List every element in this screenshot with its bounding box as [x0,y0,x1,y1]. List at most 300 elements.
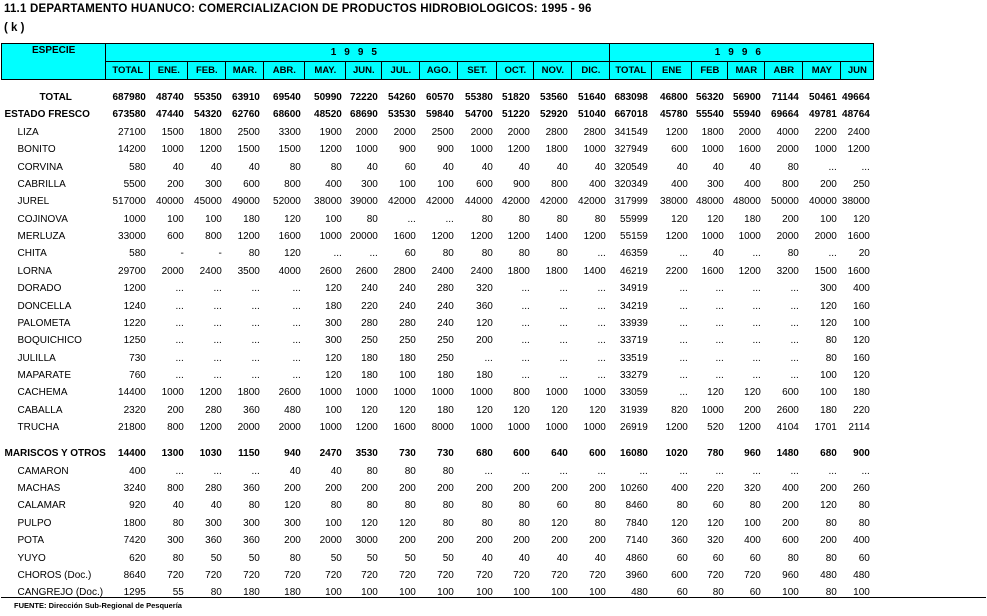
table-cell: 320 [476,283,493,295]
table-cell: 49000 [232,196,260,208]
table-cell: 80 [825,587,837,599]
table-cell: 100 [167,213,184,225]
table-cell: 900 [437,144,454,156]
table-cell: 200 [167,178,184,190]
table-cell: 40 [289,465,301,477]
table-cell: 80 [404,465,416,477]
table-cell: 55999 [620,213,648,225]
table-cell: 16080 [620,448,648,460]
table-cell: 1000 [545,422,568,434]
table-cell: ... [175,352,184,364]
table-cell: 730 [437,448,454,460]
table-cell: 120 [853,335,870,347]
table-cell: ... [752,370,761,381]
table-cell: 300 [284,517,301,529]
table-cell: 2600 [278,387,301,399]
table-cell: 1000 [470,387,493,399]
row-label: BOQUICHICO [17,335,82,347]
table-row [2,332,874,349]
table-row [2,298,874,315]
row-label: LIZA [17,126,39,138]
table-cell: 120 [325,352,342,364]
table-cell: 2000 [278,422,301,434]
table-cell: 320349 [614,178,648,190]
table-cell: 52920 [540,109,568,121]
table-row [2,176,874,193]
table-cell: 1200 [470,231,493,242]
table-cell: 280 [399,317,416,329]
table-cell: 300 [325,317,342,329]
table-cell: 720 [205,569,222,581]
table-cell: 21800 [118,422,146,434]
table-cell: 62760 [232,109,260,121]
table-cell: 180 [437,404,454,416]
table-cell: 56900 [733,92,761,103]
table-cell: 400 [671,483,688,495]
table-cell: 400 [325,178,342,190]
table-cell: 1800 [507,265,530,277]
table-cell: 280 [361,317,378,329]
table-cell: 1600 [393,422,416,434]
table-cell: 683098 [614,92,648,103]
table-cell: 240 [361,283,378,295]
table-cell: ... [559,335,568,347]
table-cell: 2000 [237,422,260,434]
table-cell: 80 [712,587,724,599]
table-cell: 480 [820,569,837,581]
table-cell: 1000 [814,144,837,156]
table-cell: 920 [129,500,146,512]
table-cell: ... [679,335,688,347]
table-cell: 2000 [507,126,530,138]
table-cell: 400 [744,535,761,547]
table-cell: 120 [551,404,568,416]
table-cell: ... [597,465,606,477]
row-label: YUYO [17,552,46,564]
table-cell: 720 [284,569,301,581]
table-cell: 1480 [776,448,799,460]
table-cell: ... [292,352,301,364]
table-cell: 800 [551,178,568,190]
header-1995-col: MAY. [305,62,346,80]
header-spacer [2,80,874,90]
table-cell: 220 [853,404,870,416]
table-cell: 80 [858,500,870,512]
table-cell: 360 [243,535,260,547]
table-cell: 600 [671,144,688,156]
table-cell: ... [597,335,606,347]
table-cell: 63910 [232,92,260,103]
table-cell: 600 [476,178,493,190]
table-cell: 50 [210,552,222,564]
table-cell: ... [715,352,724,364]
table-cell: 40 [518,161,530,173]
table-cell: - [180,248,184,260]
table-cell: 80 [749,500,761,512]
row-label: MACHAS [17,483,61,495]
table-cell: 200 [820,483,837,495]
table-cell: 14400 [118,387,146,399]
table-cell: 120 [671,517,688,529]
table-cell: 120 [399,517,416,529]
table-cell: 1000 [583,387,606,399]
table-cell: 240 [399,283,416,295]
header-1995-col: TOTAL [106,62,150,80]
table-cell: 200 [782,213,799,225]
table-cell: 56320 [696,92,724,103]
table-cell: 80 [330,161,342,173]
table-cell: 60 [676,587,688,599]
table-cell: ... [639,465,648,477]
table-cell: 300 [820,283,837,295]
table-cell: ... [251,352,260,364]
table-cell: 180 [476,370,493,381]
table-cell: ... [790,283,799,295]
table-cell: ... [715,370,724,381]
table-cell: 51040 [578,109,606,121]
table-cell: 120 [361,404,378,416]
table-cell: 49781 [809,109,837,121]
table-cell: 300 [361,178,378,190]
table-cell: 200 [437,535,454,547]
table-cell: 40 [749,161,761,173]
table-cell: 60 [712,552,724,564]
table-cell: 34219 [620,300,648,312]
table-cell: 8000 [431,422,454,434]
table-cell: 720 [325,569,342,581]
row-label: CACHEMA [17,387,68,399]
table-cell: 800 [284,178,301,190]
header-row-years [2,44,874,62]
table-cell: ... [484,465,493,477]
table-cell: 80 [330,500,342,512]
table-cell: 1000 [161,387,184,399]
table-cell: 33939 [620,317,648,329]
header-1995-col: JUN. [346,62,382,80]
table-cell: 400 [589,178,606,190]
table-cell: 40 [556,161,568,173]
table-cell: ... [213,335,222,347]
table-cell: ... [679,317,688,329]
table-cell: 1400 [583,265,606,277]
table-cell: ... [559,352,568,364]
table-cell: 69664 [771,109,799,121]
table-cell: 220 [707,483,724,495]
table-cell: 360 [205,535,222,547]
table-cell: 100 [589,587,606,599]
table-cell: 1250 [123,335,146,347]
table-cell: 180 [325,300,342,312]
table-cell: ... [251,283,260,295]
table-cell: 260 [853,483,870,495]
table-cell: 1000 [319,231,342,242]
table-cell: 120 [476,317,493,329]
table-cell: 1200 [199,387,222,399]
table-cell: 300 [325,335,342,347]
table-cell: ... [559,283,568,295]
table-cell: 120 [361,517,378,529]
table-cell: 1000 [583,422,606,434]
table-cell: ... [175,283,184,295]
table-cell: 2000 [470,126,493,138]
table-cell: 8640 [123,569,146,581]
table-cell: 40 [712,248,724,260]
table-cell: 120 [284,248,301,260]
row-label: TOTAL [39,92,72,103]
table-cell: 40 [210,500,222,512]
table-cell: 42000 [502,196,530,208]
table-cell: 280 [205,404,222,416]
table-cell: 42000 [388,196,416,208]
table-row [2,419,874,436]
table-cell: 51220 [502,109,530,121]
table-cell: 1600 [738,144,761,156]
row-label: JUREL [17,196,50,208]
table-cell: 120 [325,283,342,295]
row-label: CAMARON [17,465,69,477]
table-cell: 720 [513,569,530,581]
row-label: CABALLA [17,404,63,416]
table-cell: 40 [594,552,606,564]
table-cell: 250 [361,335,378,347]
table-cell: ... [521,283,530,295]
table-cell: 200 [399,483,416,495]
table-cell: 120 [820,300,837,312]
table-cell: 80 [172,517,184,529]
table-cell: 40 [518,552,530,564]
row-label: JULILLA [17,352,56,364]
table-cell: 48740 [156,92,184,103]
table-cell: 1300 [161,448,184,460]
table-cell: ... [175,335,184,347]
table-cell: ... [715,283,724,295]
table-cell: 68600 [273,109,301,121]
table-cell: 3200 [776,265,799,277]
table-cell: 1200 [199,144,222,156]
table-cell: 1000 [319,422,342,434]
table-cell: 2800 [393,265,416,277]
table-cell: 40000 [809,196,837,208]
table-cell: 200 [399,535,416,547]
table-cell: 580 [129,248,146,260]
table-cell: 200 [513,483,530,495]
table-cell: 960 [782,569,799,581]
table-cell: ... [752,352,761,364]
table-cell: 600 [671,569,688,581]
table-row [2,463,874,480]
table-cell: 4000 [278,265,301,277]
table-cell: 80 [248,248,260,260]
table-cell: ... [559,370,568,381]
table-cell: 900 [513,178,530,190]
table-cell: 100 [820,370,837,381]
table-cell: 480 [631,587,648,599]
table-cell: 673580 [112,109,146,121]
table-cell: 600 [589,448,606,460]
table-cell: ... [521,317,530,329]
table-cell: 80 [442,500,454,512]
table-cell: 40 [172,161,184,173]
table-cell: 520 [707,422,724,434]
row-label: CABRILLA [17,178,66,190]
table-cell: 400 [782,483,799,495]
row-label: PALOMETA [17,317,71,329]
table-cell: 240 [437,300,454,312]
table-cell: 2200 [665,265,688,277]
table-cell: 667018 [614,109,648,121]
table-cell: ... [597,248,606,260]
table-cell: 200 [589,535,606,547]
table-cell: ... [213,300,222,312]
table-cell: 50000 [771,196,799,208]
table-cell: 80 [518,500,530,512]
table-cell: 250 [399,335,416,347]
table-cell: 7420 [123,535,146,547]
table-cell: 50 [330,552,342,564]
table-cell: 1240 [123,300,146,312]
table-cell: 1000 [701,404,724,416]
header-1995-col: AGO. [420,62,458,80]
header-1996-col: TOTAL [610,62,652,80]
table-cell: 80 [442,465,454,477]
table-cell: 2600 [355,265,378,277]
table-cell: 640 [551,448,568,460]
table-cell: 40 [248,161,260,173]
table-cell: 80 [787,248,799,260]
table-cell: ... [715,335,724,347]
table-cell: 100 [399,370,416,381]
table-cell: 100 [820,387,837,399]
table-cell: 1800 [545,265,568,277]
table-cell: 480 [853,569,870,581]
table-row [2,106,874,123]
table-cell: ... [861,161,870,173]
table-cell: 1800 [701,126,724,138]
table-cell: 71144 [771,92,799,103]
table-cell: 1800 [545,144,568,156]
table-cell: 1000 [319,387,342,399]
table-cell: 100 [325,213,342,225]
table-cell: 200 [284,483,301,495]
table-cell: 320549 [614,161,648,173]
table-cell: 60 [749,552,761,564]
row-label: MERLUZA [17,231,66,242]
table-cell: 687980 [112,92,146,103]
table-row [2,141,874,158]
table-cell: 60 [712,500,724,512]
header-1995-col: OCT. [497,62,534,80]
table-cell: 80 [858,517,870,529]
table-cell: 200 [782,500,799,512]
table-cell: 400 [744,178,761,190]
table-row [2,245,874,262]
table-cell: 54320 [194,109,222,121]
row-label: CANGREJO (Doc.) [17,587,104,599]
table-cell: 800 [513,387,530,399]
table-cell: 80 [518,213,530,225]
table-cell: 4860 [625,552,648,564]
table-cell: 1500 [814,265,837,277]
table-cell: ... [790,300,799,312]
table-cell: 80 [481,500,493,512]
table-cell: 120 [707,213,724,225]
table-cell: 40 [712,161,724,173]
header-1996-col: MAY [803,62,841,80]
table-cell: 1701 [814,422,837,434]
header-1995-col: DIC. [572,62,610,80]
table-cell: 38000 [842,196,870,208]
table-cell: 800 [205,231,222,242]
header-1995-col: ABR. [264,62,305,80]
table-cell: 1200 [319,144,342,156]
table-cell: 1200 [665,126,688,138]
table-row [2,480,874,497]
table-cell: 120 [513,404,530,416]
table-cell: 51640 [578,92,606,103]
row-label: DORADO [17,283,62,295]
table-cell: 200 [782,517,799,529]
table-cell: 2320 [123,404,146,416]
table-cell: 50 [442,552,454,564]
table-cell: 760 [129,370,146,381]
table-cell: 2000 [776,231,799,242]
table-cell: ... [213,283,222,295]
table-cell: 120 [476,404,493,416]
table-cell: 180 [853,387,870,399]
table-cell: 600 [782,535,799,547]
table-cell: 40 [676,161,688,173]
table-cell: 2800 [545,126,568,138]
table-cell: 2000 [814,231,837,242]
table-cell: 320 [744,483,761,495]
table-cell: ... [715,317,724,329]
row-label: MARISCOS Y OTROS [4,448,106,460]
table-cell: 3960 [625,569,648,581]
table-cell: 50 [404,552,416,564]
table-cell: 80 [787,161,799,173]
footer-divider [1,597,986,598]
table-cell: 47440 [156,109,184,121]
table-cell: 100 [782,587,799,599]
table-cell: 10260 [620,483,648,495]
table-cell: 2400 [199,265,222,277]
table-cell: ... [333,248,342,260]
table-cell: 27100 [118,126,146,138]
table-cell: 45780 [660,109,688,121]
table-cell: 100 [437,178,454,190]
table-cell: 80 [594,500,606,512]
table-cell: 120 [551,517,568,529]
table-cell: 200 [551,483,568,495]
header-row-months [2,62,874,80]
table-cell: 53560 [540,92,568,103]
table-cell: 360 [243,483,260,495]
table-cell: 180 [284,587,301,599]
table-cell: ... [292,370,301,381]
header-1995-col: MAR. [226,62,264,80]
table-cell: 120 [589,404,606,416]
table-cell: 46800 [660,92,688,103]
table-cell: ... [752,465,761,477]
table-cell: 34919 [620,283,648,295]
table-cell: 40 [366,161,378,173]
table-cell: 200 [820,535,837,547]
table-cell: ... [828,465,837,477]
table-cell: ... [597,370,606,381]
table-cell: 1200 [507,144,530,156]
table-cell: 280 [437,283,454,295]
table-cell: 60 [749,587,761,599]
